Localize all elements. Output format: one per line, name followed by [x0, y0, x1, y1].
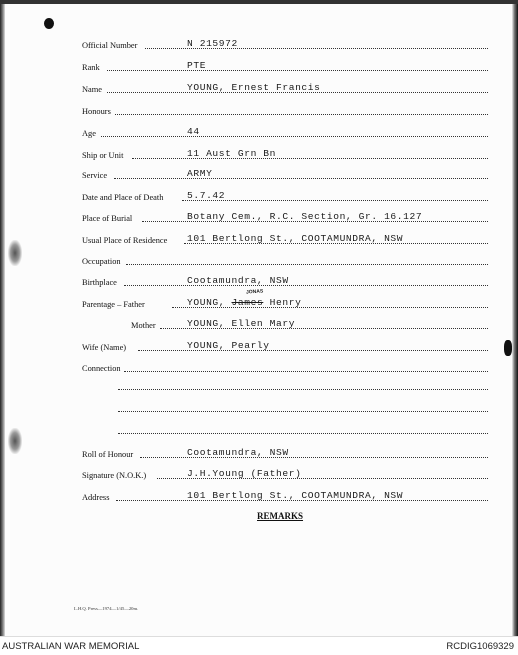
value: ARMY [187, 168, 213, 179]
dotted-line [118, 411, 488, 412]
label: Rank [82, 63, 100, 72]
value: YOUNG, Ellen Mary [187, 318, 296, 329]
field-rank [0, 60, 518, 74]
remarks-heading: REMARKS [257, 511, 304, 521]
field-parentage-mother [0, 318, 518, 332]
dotted-line [182, 200, 488, 201]
dotted-line [126, 264, 488, 265]
label: Ship or Unit [82, 151, 124, 160]
field-official-number [0, 38, 518, 52]
label: Age [82, 129, 96, 138]
value: Cootamundra, NSW [187, 447, 289, 458]
label: Address [82, 493, 110, 502]
value: J.H.Young (Father) [187, 468, 302, 479]
value: N 215972 [187, 38, 238, 49]
field-occupation [0, 254, 518, 268]
field-usual-residence [0, 233, 518, 247]
footer-bar [0, 636, 518, 655]
label: Occupation [82, 257, 121, 266]
label: Roll of Honour [82, 450, 134, 459]
label: Wife (Name) [82, 343, 127, 352]
field-name [0, 82, 518, 96]
label: Connection [82, 364, 121, 373]
value [187, 297, 301, 308]
field-roll-of-honour [0, 447, 518, 461]
field-age [0, 126, 518, 140]
dotted-line [115, 114, 488, 115]
label: Date and Place of Death [82, 193, 164, 202]
footer-record-id: RCDIG1069329 [446, 641, 514, 652]
value: PTE [187, 60, 207, 71]
value: YOUNG, Ernest Francis [187, 82, 321, 93]
field-signature-nok [0, 468, 518, 482]
value: Botany Cem., R.C. Section, Gr. 16.127 [187, 211, 423, 222]
dotted-line [118, 389, 488, 390]
field-wife [0, 340, 518, 354]
label: Place of Burial [82, 214, 133, 223]
field-address [0, 490, 518, 504]
dotted-line [124, 371, 488, 372]
struck-word: James [231, 297, 264, 308]
value: 101 Bertlong St., COOTAMUNDRA, NSW [187, 233, 404, 244]
dotted-line [132, 158, 488, 159]
label: Service [82, 171, 108, 180]
label: Birthplace [82, 278, 117, 287]
value: YOUNG, Pearly [187, 340, 270, 351]
label: Signature (N.O.K.) [82, 471, 147, 480]
label: Usual Place of Residence [82, 236, 168, 245]
footer-institution: AUSTRALIAN WAR MEMORIAL [2, 641, 140, 652]
value: 101 Bertlong St., COOTAMUNDRA, NSW [187, 490, 404, 501]
label: Official Number [82, 41, 138, 50]
field-place-of-burial [0, 211, 518, 225]
field-service [0, 168, 518, 182]
field-parentage-father [0, 297, 518, 311]
label: Name [82, 85, 102, 94]
dotted-line [118, 433, 488, 434]
dotted-line [101, 136, 488, 137]
handwritten-correction: JONAS [245, 288, 264, 296]
print-note: L.H.Q. Press—1974—1/45—20m. [74, 606, 139, 611]
value-prefix: YOUNG, [187, 297, 232, 308]
dotted-line [114, 178, 488, 179]
field-connection [0, 361, 518, 375]
field-date-place-of-death [0, 190, 518, 204]
field-honours [0, 104, 518, 118]
value: 5.7.42 [187, 190, 226, 201]
scan-edge-top [0, 0, 518, 4]
value: 11 Aust Grn Bn [187, 148, 277, 159]
dotted-line [124, 285, 488, 286]
dotted-line [107, 70, 488, 71]
label: Mother [131, 321, 156, 330]
field-ship-or-unit [0, 148, 518, 162]
value-suffix: Henry [263, 297, 302, 308]
punch-hole [44, 18, 54, 29]
field-birthplace [0, 275, 518, 289]
label: Honours [82, 107, 111, 116]
value: Cootamundra, NSW [187, 275, 289, 286]
label: Parentage – Father [82, 300, 145, 309]
value: 44 [187, 126, 200, 137]
